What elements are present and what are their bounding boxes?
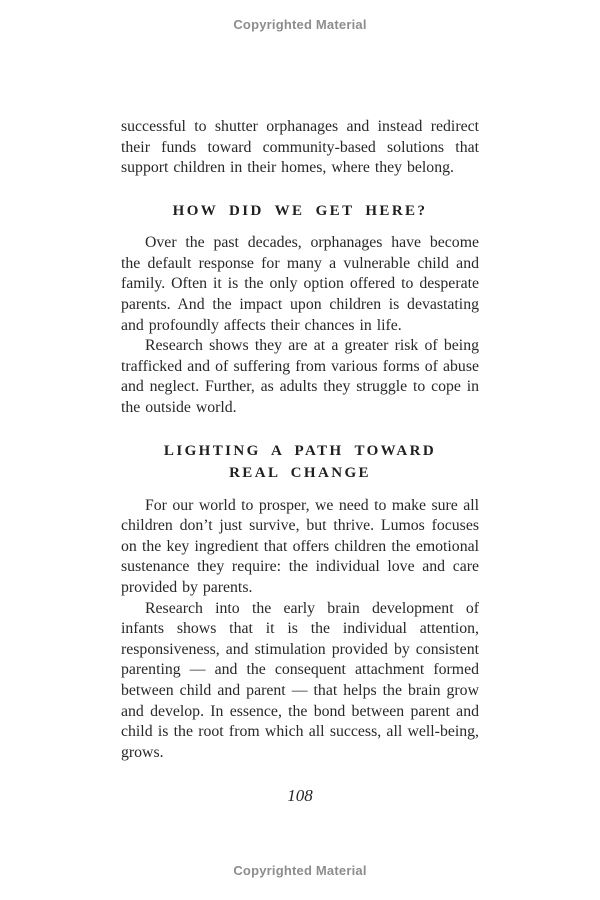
heading-line: LIGHTING A PATH TOWARD: [163, 442, 437, 459]
section-heading-lighting-a-path: [121, 440, 479, 485]
paragraph: Research shows they are at a greater risk of being trafficked and of suffering from various forms of abuse and neglect. Further, as adults they struggle to cope in the outside world.: [121, 337, 479, 417]
heading-line: HOW DID WE GET HERE?: [172, 202, 428, 219]
page-number: 108: [287, 786, 313, 805]
paragraph: Over the past decades, orphanages have become the default response for many a vulnerable child and family. Often it is the only option offered to desperate parents. And the impact upon children is devastating and profoundly affects their chances in life.: [121, 234, 479, 334]
copyright-notice-bottom: Copyrighted Material: [233, 863, 367, 878]
copyright-notice-top: Copyrighted Material: [233, 17, 367, 32]
paragraph: Research into the early brain development of infants shows that it is the individual attention, responsiveness, and stimulation provided by consistent parenting — and the consequent attachment formed between child and parent — that helps the brain grow and develop. In essence, the bond between parent and child is the root from which all success, all well-being, grows.: [121, 599, 479, 761]
paragraph-continuation: successful to shutter orphanages and instead redirect their funds toward community-based solutions that support children in their homes, where they belong.: [121, 118, 479, 177]
section-heading-how-did-we-get-here: [121, 200, 479, 223]
heading-line: REAL CHANGE: [229, 465, 371, 482]
text-column: [121, 117, 479, 763]
paragraph: For our world to prosper, we need to make sure all children don’t just survive, but thrive. Lumos focuses on the key ingredient that offers children the emotional sustenance they require: the individual love and care provided by parents.: [121, 496, 479, 596]
